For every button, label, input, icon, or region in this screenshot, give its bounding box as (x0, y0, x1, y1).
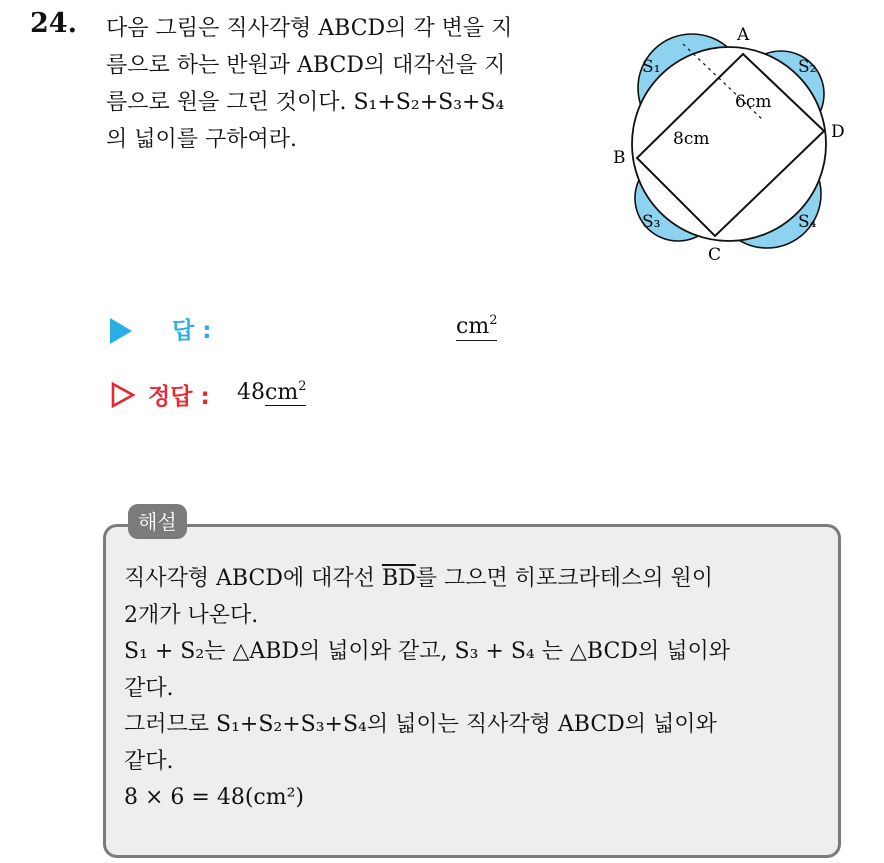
correct-unit-text: cm (265, 380, 299, 405)
correct-value-unit (265, 380, 306, 406)
question-line: 의 넓이를 구하여라. (106, 127, 297, 152)
correct-value-number: 48 (237, 380, 265, 405)
correct-unit-exponent: 2 (298, 379, 307, 394)
rectangle-lune-figure (600, 18, 870, 278)
vertex-label-d: D (831, 122, 845, 142)
solution-line-1b: 를 그으면 히포크라테스의 원이 (415, 566, 714, 591)
answer-row (110, 312, 530, 352)
solution-text (124, 561, 834, 817)
play-triangle-icon (110, 318, 132, 344)
solution-line: 같다. (124, 748, 174, 774)
question-line: 름으로 원을 그린 것이다. S₁+S₂+S₃+S₄ (106, 90, 505, 115)
question-text (106, 10, 586, 158)
solution-tag: 해설 (128, 504, 187, 539)
solution-line: 같다. (124, 675, 174, 701)
answer-label: 답 : (172, 318, 212, 344)
vertex-label-c: C (708, 245, 722, 265)
solution-line: 8 × 6 = 48(cm²) (124, 785, 304, 810)
outline-triangle-icon (110, 382, 136, 408)
answer-unit-text: cm (456, 314, 490, 339)
solution-line: S₁ + S₂는 △ABD의 넓이와 같고, S₃ + S₄ 는 △BCD의 넓이와 (124, 639, 730, 664)
solution-line (124, 561, 834, 598)
correct-answer-label: 정답 : (148, 384, 210, 410)
question-number: 24. (30, 8, 77, 39)
answer-blank-unit[interactable] (456, 314, 497, 341)
region-label-s3: S₃ (642, 212, 661, 232)
region-label-s4: S₄ (798, 212, 817, 232)
vertex-label-b: B (613, 148, 626, 168)
solution-line-1a: 직사각형 ABCD에 대각선 (124, 566, 382, 591)
length-label-6cm: 6cm (735, 92, 772, 112)
solution-line: 그러므로 S₁+S₂+S₃+S₄의 넓이는 직사각형 ABCD의 넓이와 (124, 712, 717, 737)
diagonal-circle (632, 47, 826, 241)
region-label-s1: S₁ (642, 57, 661, 77)
length-label-8cm: 8cm (673, 129, 710, 149)
answer-unit-exponent: 2 (489, 313, 498, 328)
vertex-label-a: A (737, 25, 750, 45)
segment-bd: $\overline{BD}$ (381, 566, 416, 591)
question-line: 다음 그림은 직사각형 ABCD의 각 변을 지 (106, 16, 513, 41)
question-line: 름으로 하는 반원과 ABCD의 대각선을 지 (106, 53, 506, 78)
correct-answer-value (237, 380, 306, 406)
region-label-s2: S₂ (798, 57, 817, 77)
solution-line: 2개가 나온다. (124, 602, 259, 628)
correct-answer-row (110, 378, 530, 418)
